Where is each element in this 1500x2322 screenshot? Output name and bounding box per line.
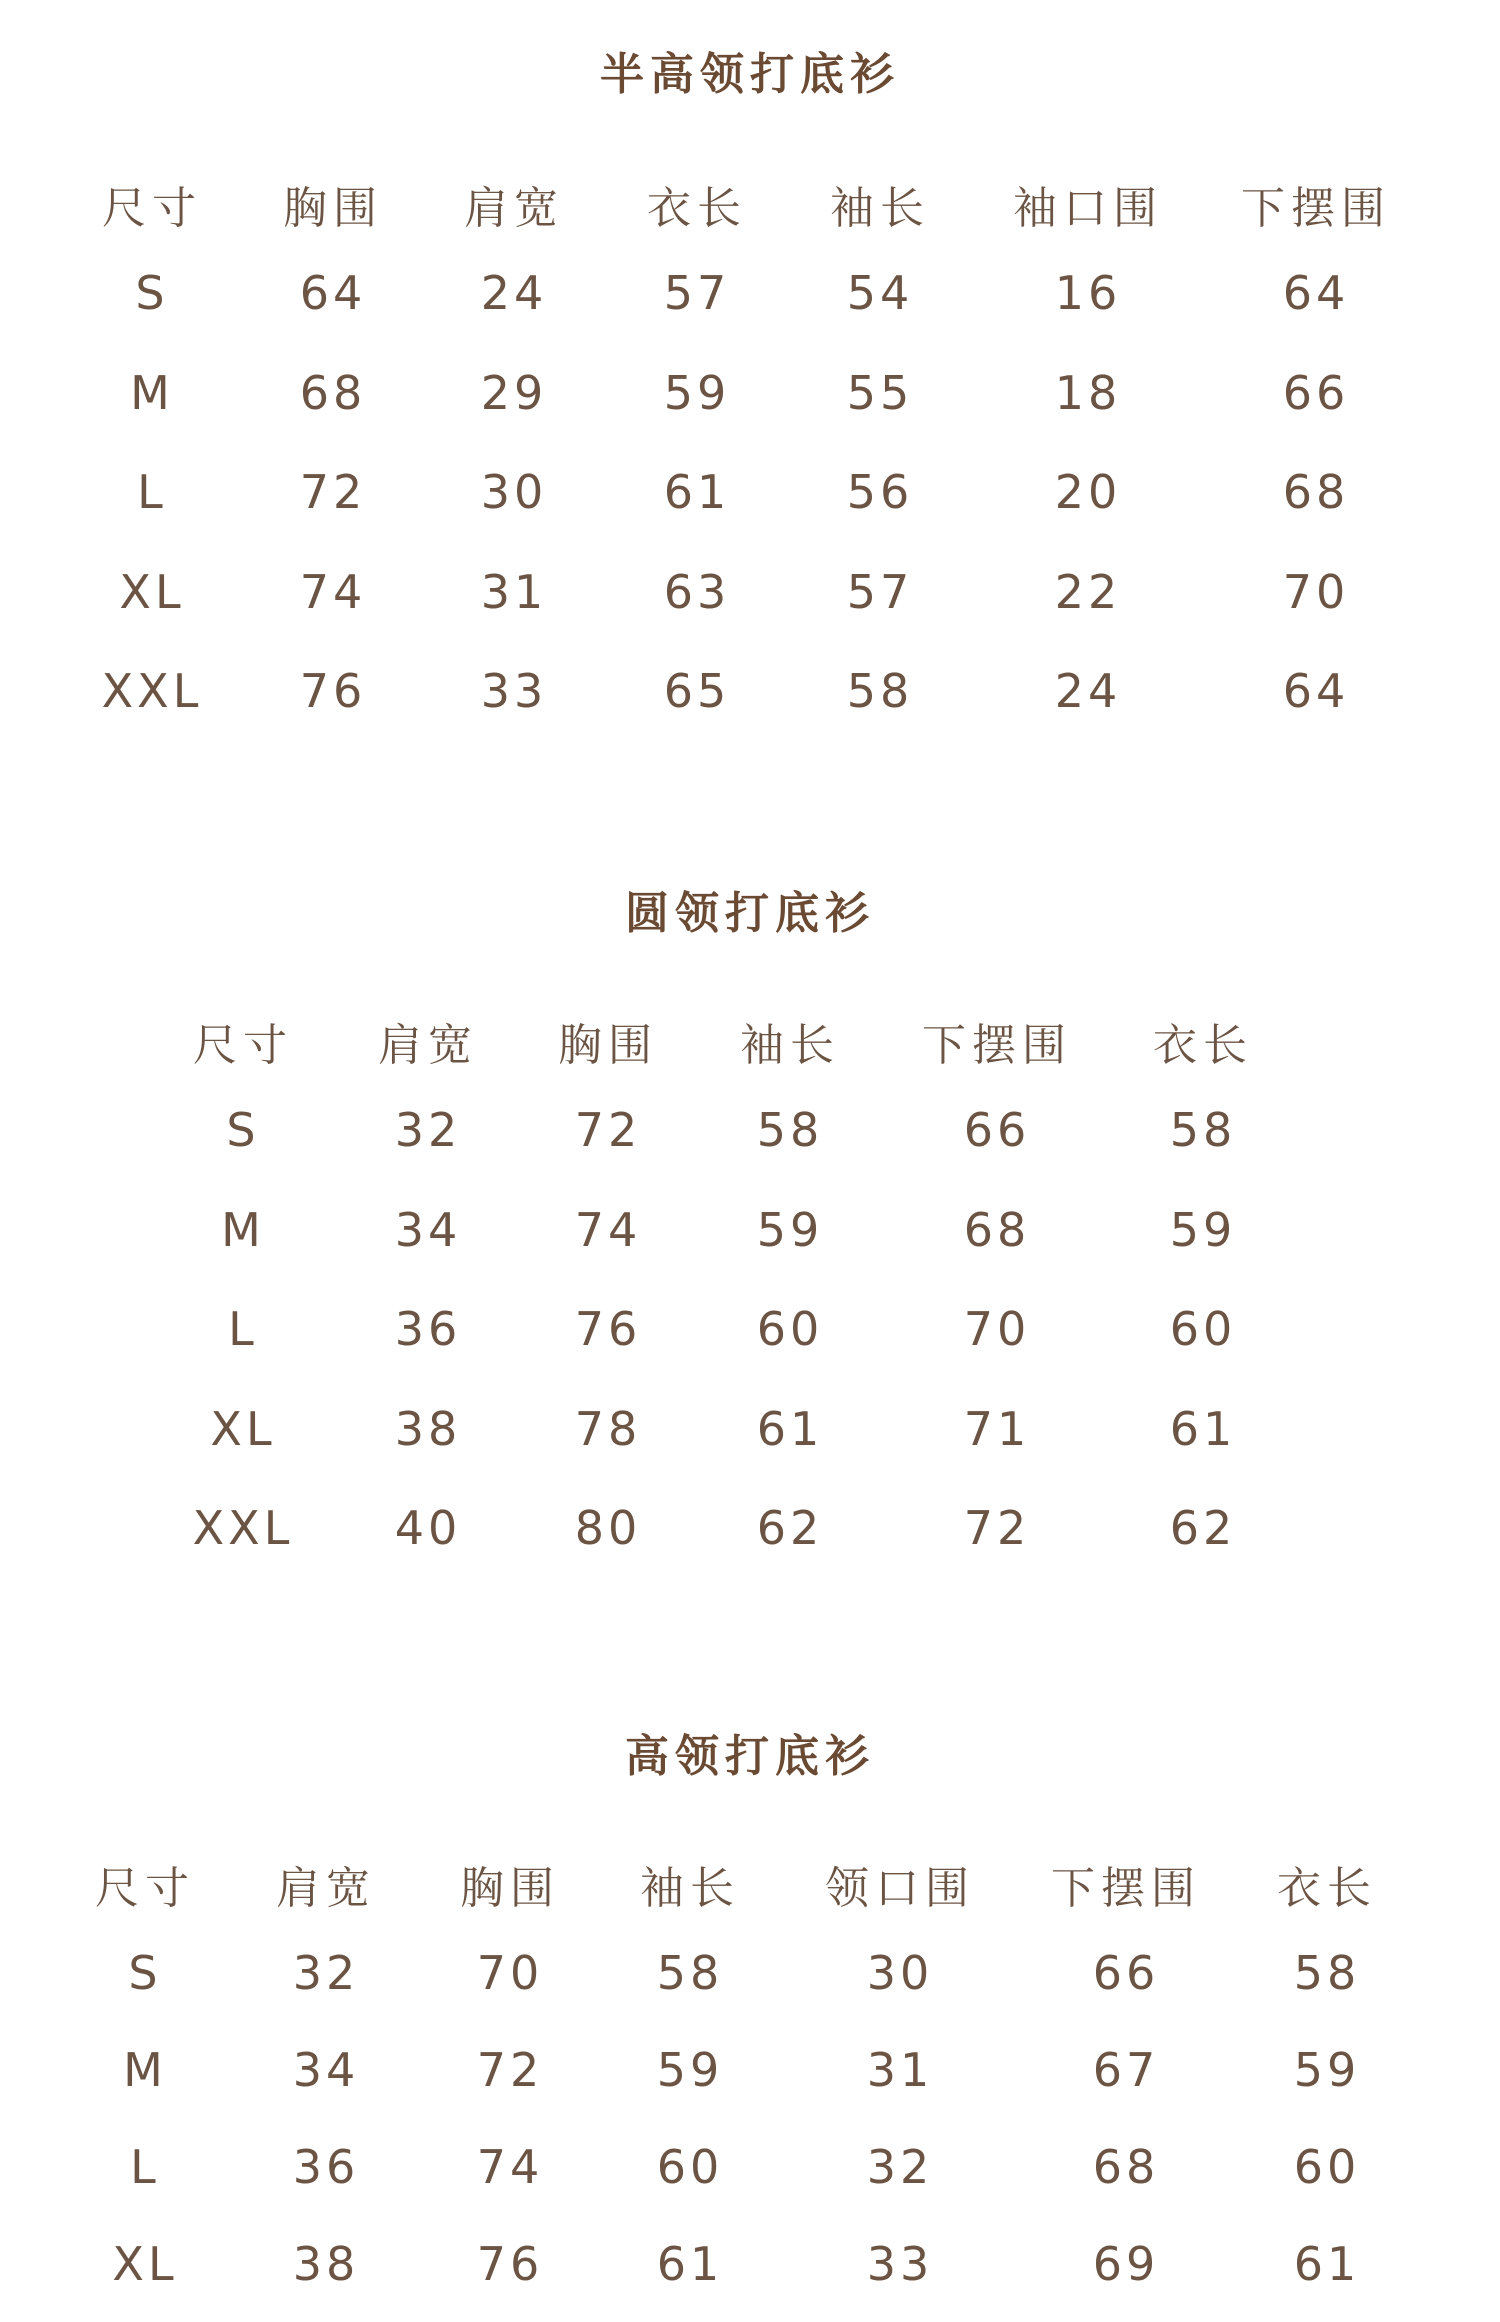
measurement-value: 72	[299, 465, 367, 519]
measurement-value: 55	[846, 365, 914, 420]
measurement-value: 70	[1282, 564, 1350, 619]
table-header-row	[0, 1009, 1500, 1069]
table-row	[0, 1402, 1500, 1462]
measurement-value: 40	[394, 1501, 462, 1555]
measurement-value: 58	[1293, 1946, 1361, 2000]
measurement-value: 31	[866, 2043, 934, 2097]
measurement-value: 24	[480, 266, 548, 320]
measurement-value: 32	[394, 1103, 462, 1157]
table-title: 半高领打底衫	[600, 49, 900, 100]
measurement-value: 60	[1169, 1302, 1237, 1356]
measurement-value: 67	[1092, 2043, 1160, 2097]
measurement-value: 64	[299, 266, 367, 320]
table-row	[0, 1302, 1500, 1362]
table-row	[0, 1203, 1500, 1263]
measurement-value: 34	[292, 2043, 360, 2097]
column-header: 胸围	[283, 183, 383, 234]
table-row	[0, 266, 1500, 326]
measurement-value: 34	[394, 1202, 462, 1257]
measurement-value: 70	[476, 1946, 544, 2000]
size-label: S	[128, 1946, 162, 2000]
column-header: 尺寸	[193, 1020, 293, 1071]
column-header: 下摆围	[922, 1020, 1072, 1071]
measurement-value: 76	[574, 1302, 642, 1356]
size-label: XL	[119, 564, 185, 619]
measurement-value: 61	[1169, 1401, 1237, 1456]
size-label: M	[221, 1202, 265, 1257]
measurement-value: 32	[292, 1946, 360, 2000]
measurement-value: 59	[1169, 1202, 1237, 1257]
measurement-value: 70	[963, 1302, 1031, 1356]
measurement-value: 61	[1293, 2237, 1361, 2291]
table-header-row	[0, 1852, 1500, 1912]
measurement-value: 57	[663, 266, 731, 320]
measurement-value: 74	[574, 1202, 642, 1257]
measurement-value: 59	[663, 365, 731, 420]
measurement-value: 63	[663, 564, 731, 619]
size-label: XXL	[192, 1501, 294, 1555]
column-header: 下摆围	[1241, 183, 1391, 234]
measurement-value: 32	[866, 2140, 934, 2194]
measurement-value: 65	[663, 664, 731, 718]
column-header: 肩宽	[378, 1020, 478, 1071]
measurement-value: 31	[480, 564, 548, 619]
measurement-value: 58	[846, 664, 914, 718]
measurement-value: 62	[756, 1501, 824, 1555]
measurement-value: 61	[756, 1401, 824, 1456]
measurement-value: 59	[1293, 2043, 1361, 2097]
measurement-value: 72	[963, 1501, 1031, 1555]
measurement-value: 36	[292, 2140, 360, 2194]
measurement-value: 68	[963, 1202, 1031, 1257]
size-label: XL	[112, 2237, 178, 2291]
measurement-value: 64	[1282, 266, 1350, 320]
size-label: S	[226, 1103, 260, 1157]
table-row	[0, 664, 1500, 724]
size-label: L	[228, 1302, 258, 1356]
measurement-value: 68	[1092, 2140, 1160, 2194]
measurement-value: 60	[756, 1302, 824, 1356]
measurement-value: 68	[1282, 465, 1350, 519]
column-header: 领口围	[825, 1863, 975, 1914]
table-row	[0, 2237, 1500, 2297]
measurement-value: 58	[756, 1103, 824, 1157]
measurement-value: 62	[1169, 1501, 1237, 1555]
measurement-value: 56	[846, 465, 914, 519]
size-label: L	[137, 465, 167, 519]
measurement-value: 72	[476, 2043, 544, 2097]
column-header: 袖长	[740, 1020, 840, 1071]
measurement-value: 69	[1092, 2237, 1160, 2291]
measurement-value: 59	[656, 2043, 724, 2097]
table-title: 高领打底衫	[625, 1731, 875, 1782]
measurement-value: 66	[963, 1103, 1031, 1157]
column-header: 胸围	[558, 1020, 658, 1071]
size-label: S	[135, 266, 169, 320]
measurement-value: 57	[846, 564, 914, 619]
measurement-value: 38	[292, 2237, 360, 2291]
size-label: M	[130, 365, 174, 420]
table-row	[0, 1103, 1500, 1163]
size-label: L	[130, 2140, 160, 2194]
column-header: 胸围	[460, 1863, 560, 1914]
measurement-value: 80	[574, 1501, 642, 1555]
column-header: 衣长	[647, 183, 747, 234]
size-label: XXL	[101, 664, 203, 718]
column-header: 尺寸	[102, 183, 202, 234]
measurement-value: 59	[756, 1202, 824, 1257]
table-row	[0, 465, 1500, 525]
column-header: 衣长	[1153, 1020, 1253, 1071]
measurement-value: 60	[1293, 2140, 1361, 2194]
measurement-value: 16	[1054, 266, 1122, 320]
measurement-value: 30	[866, 1946, 934, 2000]
measurement-value: 60	[656, 2140, 724, 2194]
column-header: 肩宽	[276, 1863, 376, 1914]
size-label: M	[123, 2043, 167, 2097]
column-header: 尺寸	[95, 1863, 195, 1914]
measurement-value: 58	[1169, 1103, 1237, 1157]
table-row	[0, 2043, 1500, 2103]
measurement-value: 36	[394, 1302, 462, 1356]
measurement-value: 66	[1092, 1946, 1160, 2000]
measurement-value: 38	[394, 1401, 462, 1456]
measurement-value: 72	[574, 1103, 642, 1157]
measurement-value: 24	[1054, 664, 1122, 718]
column-header: 肩宽	[464, 183, 564, 234]
table-row	[0, 366, 1500, 426]
column-header: 下摆围	[1051, 1863, 1201, 1914]
table-header-row	[0, 172, 1500, 232]
column-header: 袖口围	[1013, 183, 1163, 234]
measurement-value: 74	[299, 564, 367, 619]
measurement-value: 76	[476, 2237, 544, 2291]
measurement-value: 33	[866, 2237, 934, 2291]
measurement-value: 64	[1282, 664, 1350, 718]
measurement-value: 71	[963, 1401, 1031, 1456]
table-row	[0, 1501, 1500, 1561]
column-header: 袖长	[640, 1863, 740, 1914]
measurement-value: 61	[663, 465, 731, 519]
table-row	[0, 1946, 1500, 2006]
measurement-value: 30	[480, 465, 548, 519]
measurement-value: 68	[299, 365, 367, 420]
measurement-value: 29	[480, 365, 548, 420]
measurement-value: 74	[476, 2140, 544, 2194]
table-title: 圆领打底衫	[625, 888, 875, 939]
measurement-value: 20	[1054, 465, 1122, 519]
measurement-value: 66	[1282, 365, 1350, 420]
table-row	[0, 565, 1500, 625]
table-row	[0, 2140, 1500, 2200]
measurement-value: 54	[846, 266, 914, 320]
measurement-value: 61	[656, 2237, 724, 2291]
column-header: 袖长	[830, 183, 930, 234]
measurement-value: 58	[656, 1946, 724, 2000]
column-header: 衣长	[1277, 1863, 1377, 1914]
measurement-value: 22	[1054, 564, 1122, 619]
measurement-value: 78	[574, 1401, 642, 1456]
measurement-value: 76	[299, 664, 367, 718]
measurement-value: 33	[480, 664, 548, 718]
size-label: XL	[210, 1401, 276, 1456]
measurement-value: 18	[1054, 365, 1122, 420]
